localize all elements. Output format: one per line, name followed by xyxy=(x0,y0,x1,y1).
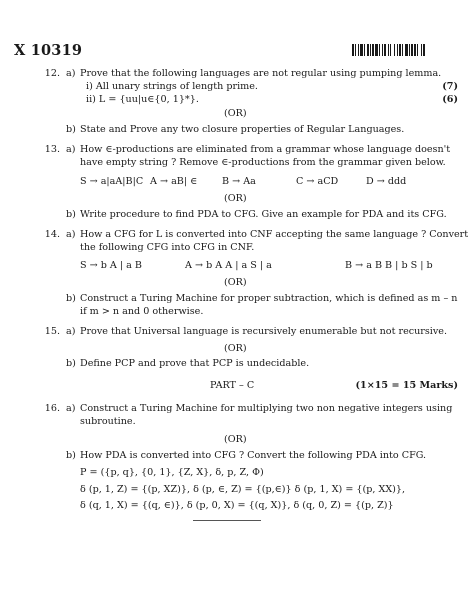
transition-list: δ (p, 1, Z) = {(p, XZ)}, δ (p, ∈, Z) = {(p,∈)} δ (p, 1, X) = {(p, XX)}, xyxy=(80,484,406,495)
production-rule: B → a B B | b S | b xyxy=(345,260,433,271)
question-number-15: 15. xyxy=(44,326,60,337)
part-label: a) xyxy=(66,144,76,155)
question-text: the following CFG into CFG in CNF. xyxy=(80,242,255,253)
transition-list: δ (q, 1, X) = {(q, ∈)}, δ (p, 0, X) = {(q, X)}, δ (q, 0, Z) = {(p, Z)} xyxy=(80,500,394,511)
part-label: b) xyxy=(66,209,76,220)
question-text: have empty string ? Remove ∈-productions from the grammar given below. xyxy=(80,157,446,168)
part-label: b) xyxy=(66,293,76,304)
question-text: Write procedure to find PDA to CFG. Give an example for PDA and its CFG. xyxy=(80,209,447,220)
question-text: if m > n and 0 otherwise. xyxy=(80,306,204,317)
question-text: Define PCP and prove that PCP is undecidable. xyxy=(80,358,310,369)
question-text: Prove that the following languages are not regular using pumping lemma. xyxy=(80,68,442,79)
section-marks: (1×15 = 15 Marks) xyxy=(355,380,458,391)
end-divider xyxy=(193,520,261,521)
or-separator: (OR) xyxy=(224,277,247,288)
question-text: How a CFG for L is converted into CNF accepting the same language ? Convert xyxy=(80,229,469,240)
part-label: a) xyxy=(66,229,76,240)
question-number-12: 12. xyxy=(44,68,60,79)
part-label: a) xyxy=(66,68,76,79)
or-separator: (OR) xyxy=(224,108,247,119)
part-label: a) xyxy=(66,326,76,337)
question-text: Construct a Turing Machine for multiplying two non negative integers using xyxy=(80,403,453,414)
or-separator: (OR) xyxy=(224,193,247,204)
production-rule: S → a|aA|B|C xyxy=(80,176,144,187)
question-number-13: 13. xyxy=(44,144,60,155)
production-rule: A → aB| ∈ xyxy=(150,176,198,187)
question-text: How ∈-productions are eliminated from a grammar whose language doesn't xyxy=(80,144,451,155)
barcode-image xyxy=(352,44,460,56)
pda-definition: P = ({p, q}, {0, 1}, {Z, X}, δ, p, Z, Φ) xyxy=(80,467,264,478)
or-separator: (OR) xyxy=(224,434,247,445)
production-rule: B → Aa xyxy=(222,176,256,187)
question-number-14: 14. xyxy=(44,229,60,240)
marks-label: (7) xyxy=(442,81,458,92)
question-text: Prove that Universal language is recursively enumerable but not recursive. xyxy=(80,326,448,337)
marks-label: (6) xyxy=(442,94,458,105)
production-rule: D → ddd xyxy=(366,176,407,187)
part-label: b) xyxy=(66,124,76,135)
part-label: b) xyxy=(66,358,76,369)
production-rule: C → aCD xyxy=(296,176,339,187)
production-rule: S → b A | a B xyxy=(80,260,142,271)
sub-question: i) All unary strings of length prime. xyxy=(86,81,258,92)
question-text: Construct a Turing Machine for proper subtraction, which is defined as m – n xyxy=(80,293,458,304)
section-title: PART – C xyxy=(210,380,255,391)
barcode-stripe xyxy=(425,44,426,56)
part-label: a) xyxy=(66,403,76,414)
production-rule: A → b A A | a S | a xyxy=(185,260,272,271)
question-text: How PDA is converted into CFG ? Convert the following PDA into CFG. xyxy=(80,450,427,461)
question-text: State and Prove any two closure properties of Regular Languages. xyxy=(80,124,405,135)
part-label: b) xyxy=(66,450,76,461)
or-separator: (OR) xyxy=(224,343,247,354)
sub-question: ii) L = {uu|u∈{0, 1}*}. xyxy=(86,94,199,105)
question-text: subroutine. xyxy=(80,416,136,427)
paper-code: X 10319 xyxy=(14,42,83,59)
question-number-16: 16. xyxy=(44,403,60,414)
